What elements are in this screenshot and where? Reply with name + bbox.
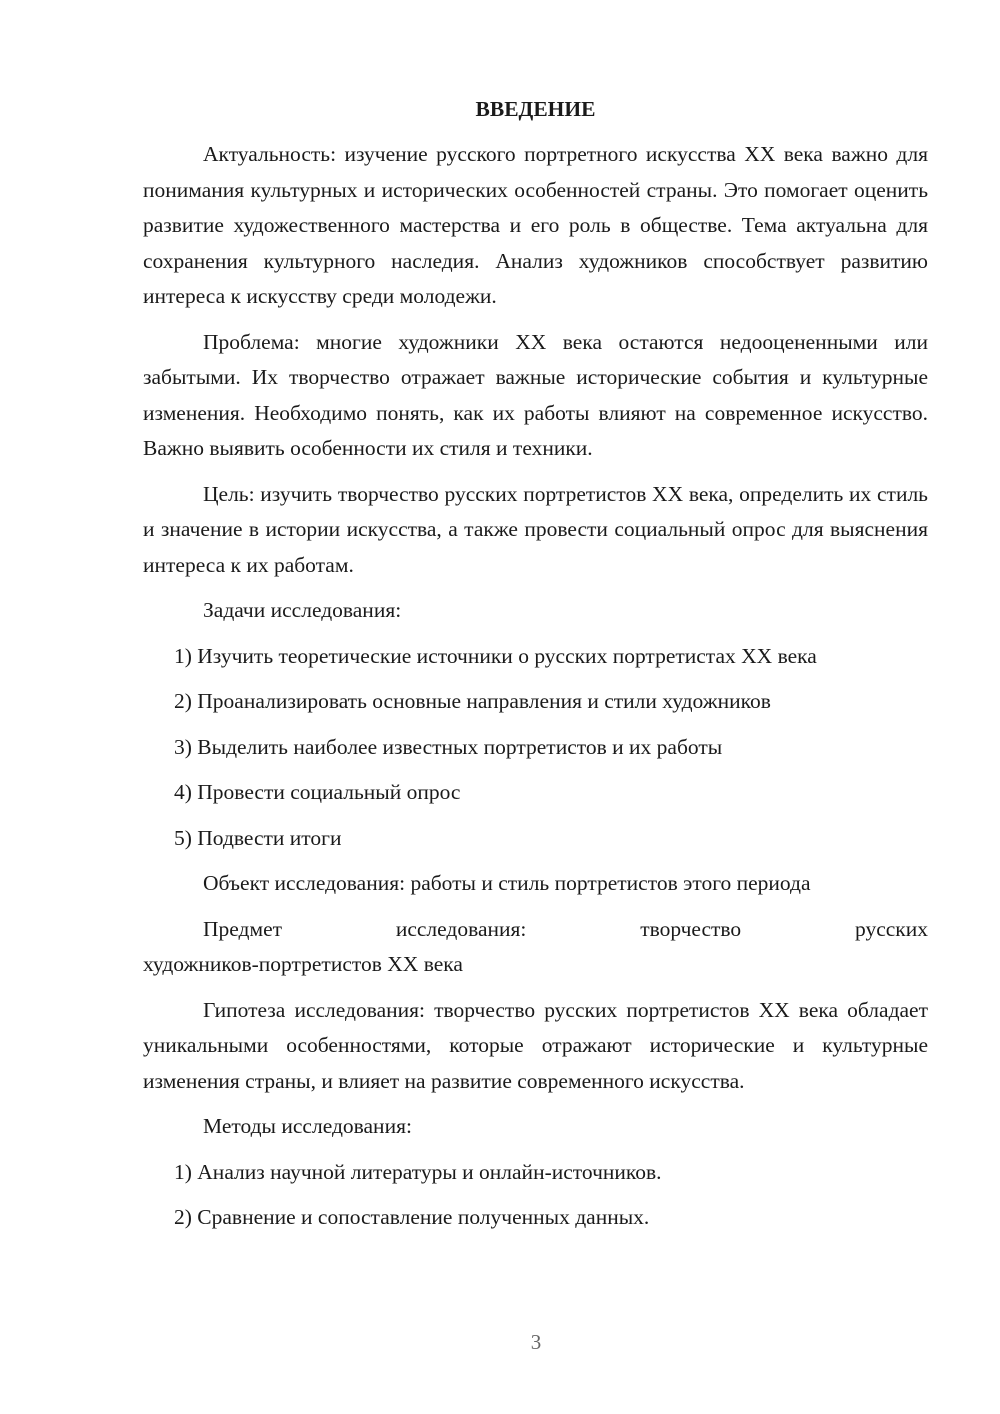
method-item: 2) Сравнение и сопоставление полученных данных. [174,1205,650,1229]
methods-heading: Методы исследования: [203,1114,412,1138]
task-item: 4) Провести социальный опрос [174,780,461,804]
goal-paragraph: Цель: изучить творчество русских портретистов XX века, определить их стиль и значение в истории искусства, а также провести социальный опрос для выяснения интереса к их работам. [143,481,928,577]
subject-word: творчество [640,916,742,941]
task-item: 5) Подвести итоги [174,825,342,850]
object-paragraph: Объект исследования: работы и стиль портретистов этого периода [203,871,811,895]
hypothesis-paragraph: Гипотеза исследования: творчество русских портретистов XX века обладает уникальными особенностями, которые отражают исторические и культурные изменения страны, и влияет на развитие современного искусства. [143,997,928,1093]
task-item: 3) Выделить наиболее известных портретистов и их работы [174,734,723,759]
subject-word: Предмет [203,916,283,941]
page-number: 3 [530,1330,542,1354]
page-title: ВВЕДЕНИЕ [475,97,596,121]
problem-paragraph: Проблема: многие художники XX века остаются недооцененными или забытыми. Их творчество отражает важные исторические события и культурные изменения. Необходимо понять, как их работы влияют на современное искусство. Важно выявить особенности их стиля и техники. [143,329,928,460]
document-page [143,92,928,1246]
subject-word: русских [854,916,928,941]
subject-word: исследования: [395,916,527,941]
relevance-paragraph: Актуальность: изучение русского портретного искусства XX века важно для понимания культурных и исторических особенностей страны. Это помогает оценить развитие художественного мастерства и его роль в обществе. Тема актуальна для сохранения культурного наследия. Анализ художников способствует развитию интереса к искусству среди молодежи. [143,142,928,308]
task-item: 2) Проанализировать основные направления и стили художников [174,689,771,713]
method-item: 1) Анализ научной литературы и онлайн-источников. [174,1159,662,1184]
tasks-heading: Задачи исследования: [203,598,402,622]
task-item: 1) Изучить теоретические источники о русских портретистах XX века [174,643,817,668]
subject-continuation: художников-портретистов XX века [143,952,463,976]
subject-paragraph [143,912,928,983]
